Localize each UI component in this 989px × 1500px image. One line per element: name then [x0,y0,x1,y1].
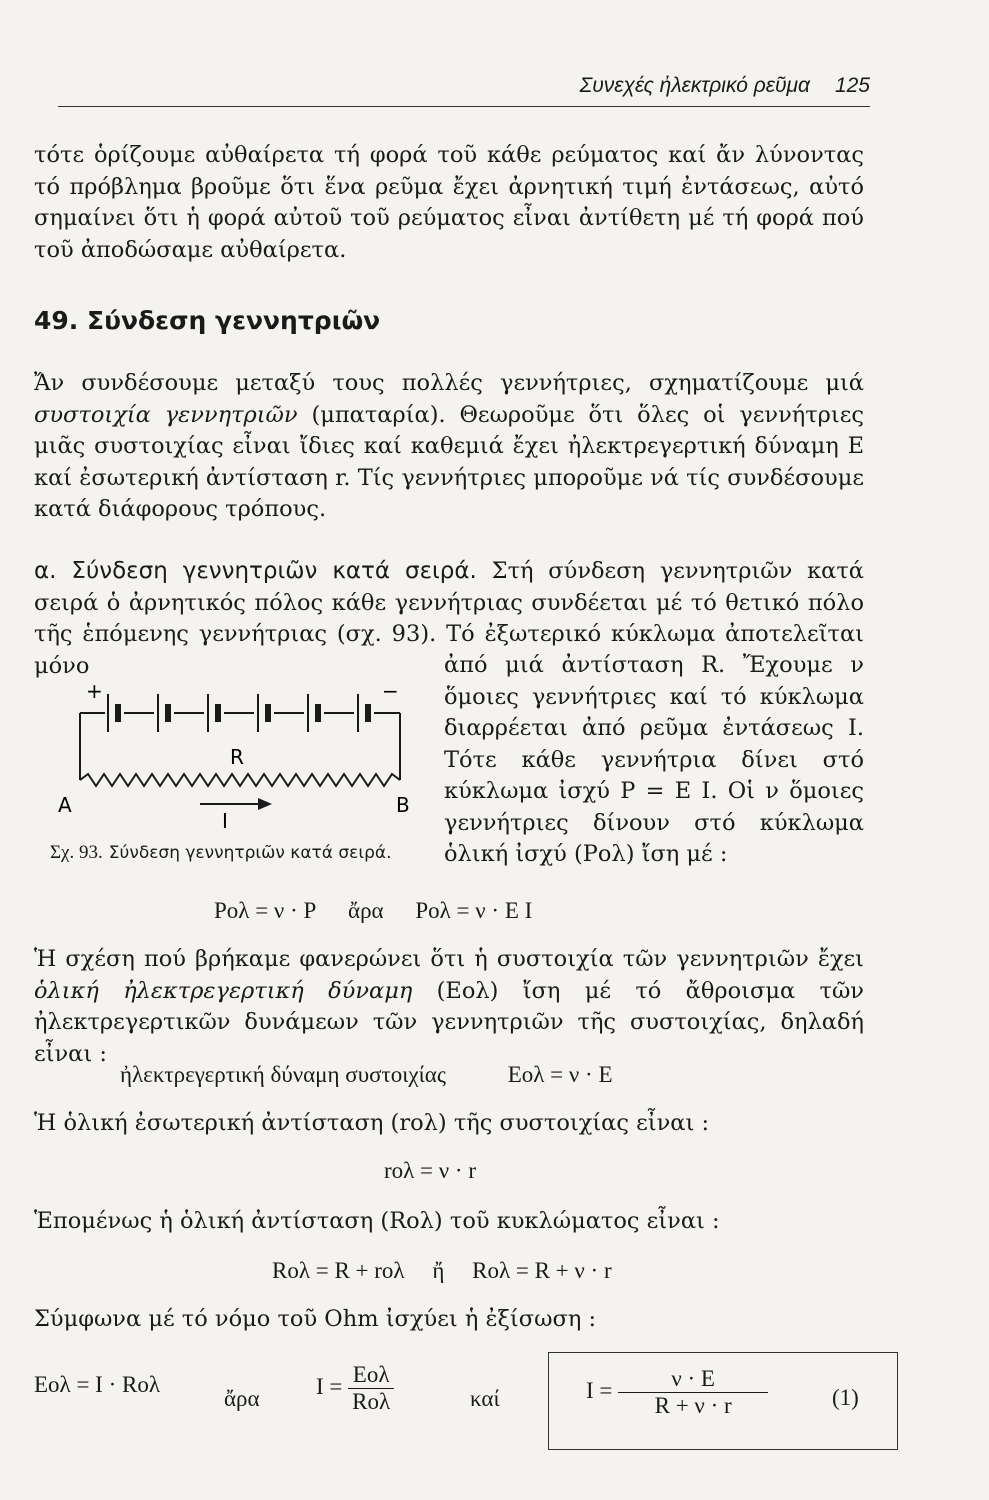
resistor-label: R [230,745,244,769]
fraction-e-over-r [348,1362,394,1415]
section-paragraph-text: Ἄν συνδέσουμε μεταξύ τους πολλές γεννήτριες, σχηματίζουμε μιά [34,370,864,396]
paragraph-internal-resistance: Ἡ ὁλική ἐσωτερική ἀντίσταση (rολ) τῆς συστοιχίας εἶναι : [34,1110,710,1136]
eq-power-ara: ἄρα [348,898,384,923]
term-battery: συστοιχία γεννητριῶν [34,401,298,428]
eq-emf-label: ἠλεκτρεγερτική δύναμη συστοιχίας [120,1062,446,1087]
eq-current-lhs: I = [316,1373,343,1399]
section-heading: 49. Σύνδεση γεννητριῶν [34,306,381,335]
eq-total-rhs: Rολ = R + ν · r [472,1258,612,1283]
node-a-label: A [58,793,72,817]
subsection-paragraph-narrow: ἀπό μιά ἀντίσταση R. Ἔχουμε ν ὅμοιες γεννήτριες καί τό κύκλωμα διαρρέεται ἀπό ρεῦμα ἐντάσεως I. Τότε κάθε γεννήτρια δίνει στό κύκλωμα ἰσχύ Ρ = Ε I. Οἱ ν ὅμοιες γεννήτριες δίνουν στό κύκλωμα ὁλική ἰσχύ (Ρολ) ἴση μέ : [444,652,864,867]
equation-total-resistance [272,1258,612,1284]
figure-93 [50,680,430,830]
series-circuit-diagram [50,680,430,830]
eq-boxed-lhs: I = [586,1377,613,1403]
equation-emf [120,1062,613,1088]
equation-boxed-current [586,1366,768,1419]
equation-ohm-ara: ἄρα [224,1386,260,1411]
fraction-denominator-2: R + ν · r [654,1393,732,1418]
current-arrow [200,798,272,810]
fraction-denominator: Rολ [352,1389,391,1414]
figure-caption-label: Σχ. 93. [50,842,103,863]
eq-emf-formula: Εολ = ν · Ε [507,1062,613,1087]
figure-caption-text: Σύνδεση γεννητριῶν κατά σειρά. [108,843,392,863]
fraction-numerator: Εολ [348,1362,394,1389]
paragraph-total-resistance: Ἑπομένως ἡ ὁλική ἀντίσταση (Rολ) τοῦ κυκλώματος εἶναι : [34,1208,720,1234]
page-number: 125 [834,74,870,97]
section-title: Σύνδεση γεννητριῶν [87,306,381,335]
figure-caption [50,842,391,864]
subsection-text: Στή σύνδεση γεννητριῶν κατά σειρά ὁ ἀρνητικός πόλος κάθε γεννήτριας συνδέεται μέ τό θετικό πόλο τῆς ἑπόμενης γεννήτριας (σχ. 93). Τό ἐξωτερικό κύκλωμα ἀποτελεῖται μόνο [34,558,864,679]
equation-ohm-first: Εολ = I · Rολ [34,1372,160,1397]
paragraph-emf [34,944,864,1070]
eq-total-lhs: Rολ = R + rολ [272,1258,405,1283]
intro-paragraph: τότε ὁρίζουμε αὐθαίρετα τή φορά τοῦ κάθε ρεύματος καί ἄν λύνοντας τό πρόβλημα βροῦμε ὅτι ἕνα ρεῦμα ἔχει ἀρνητική τιμή ἐντάσεως, αὐτό σημαίνει ὅτι ἡ φορά αὐτοῦ τοῦ ρεύματος εἶναι ἀντίθετη μέ τή φορά πού τοῦ ἀποδώσαμε αὐθαίρετα. [34,142,864,263]
header-title: Συνεχές ἠλεκτρικό ρεῦμα [579,74,810,97]
minus-sign: − [382,680,399,703]
battery-cells [108,694,380,732]
eq-power-lhs: Ρολ = ν · Ρ [214,898,317,923]
term-total-emf: ὁλική ἠλεκτρεγερτική δύναμη [34,977,413,1004]
fraction-numerator-2: ν · Ε [618,1366,768,1393]
paragraph-emf-text-2: (Εολ) ἴση μέ τό ἄθροισμα τῶν ἠλεκτρεγερτικῶν δυνάμεων τῶν γεννητριῶν τῆς συστοιχίας, δηλαδή εἶναι : [34,977,864,1067]
running-header [58,72,870,107]
section-paragraph [34,368,864,526]
equation-power-total [214,898,532,924]
paragraph-ohm: Σύμφωνα μέ τό νόμο τοῦ Ohm ἰσχύει ἡ ἐξίσωση : [34,1306,597,1332]
fraction-emf-over-total [618,1366,768,1419]
equation-internal-resistance: rολ = ν · r [384,1158,476,1183]
equation-number: (1) [832,1385,859,1410]
current-label: I [222,809,228,830]
eq-total-or: ἤ [432,1258,445,1283]
eq-power-rhs: Ρολ = ν · Ε I [415,898,533,923]
subsection-heading: α. Σύνδεση γεννητριῶν κατά σειρά. [34,558,477,584]
equation-current-fraction [316,1362,394,1415]
plus-sign: + [86,680,103,703]
equation-kai: καί [470,1386,500,1411]
paragraph-emf-text: Ἡ σχέση πού βρήκαμε φανερώνει ὅτι ἡ συστοιχία τῶν γεννητριῶν ἔχει [34,946,864,972]
section-number: 49 [34,306,69,335]
node-b-label: B [396,793,410,817]
resistor-zigzag [80,774,400,786]
section-paragraph-text-2: (μπαταρία). Θεωροῦμε ὅτι ὅλες οἱ γεννήτριες μιᾶς συστοιχίας εἶναι ἴδιες καί καθεμιά ἔχει ἠλεκτρεγερτική δύναμη Ε καί ἐσωτερική ἀντίσταση r. Τίς γεννήτριες μποροῦμε νά τίς συνδέσουμε κατά διάφορους τρόπους. [34,401,864,522]
